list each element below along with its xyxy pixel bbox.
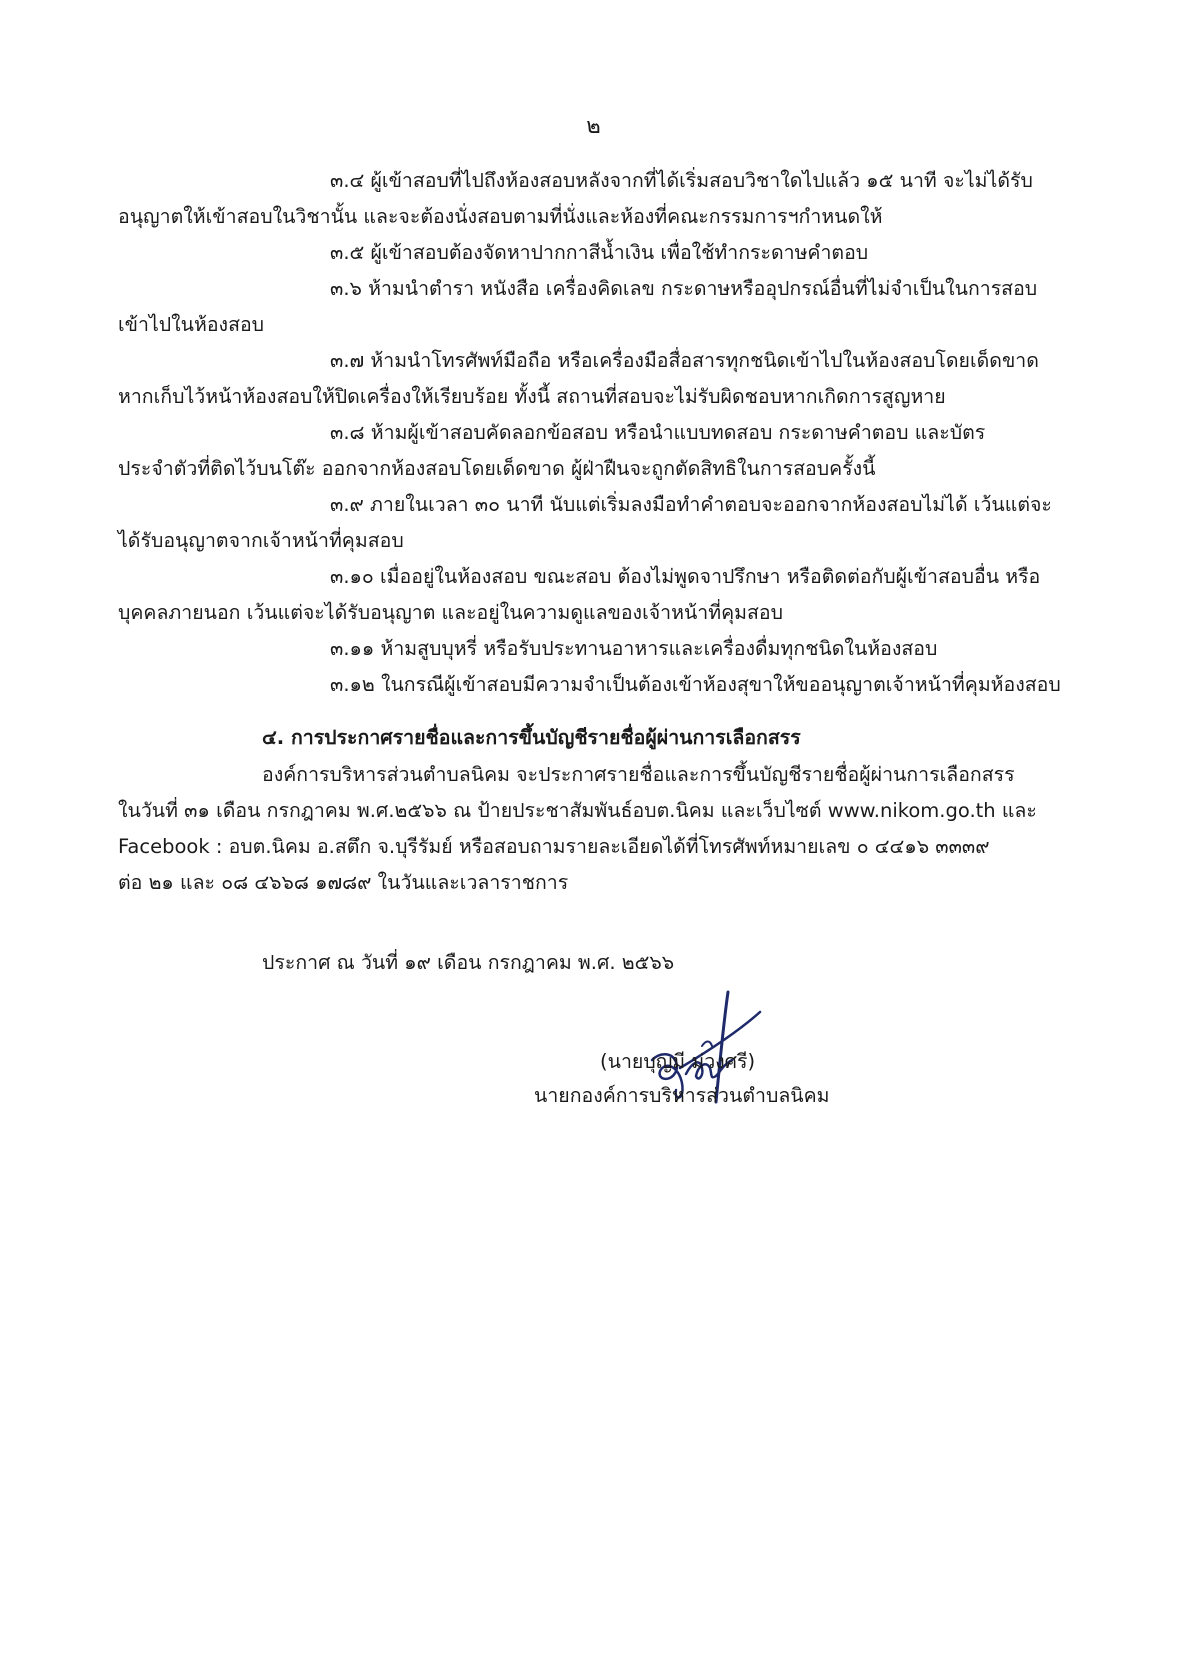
rule-3-12: ๓.๑๒ ในกรณีผู้เข้าสอบมีความจำเป็นต้องเข้าห้องสุขาให้ขออนุญาตเจ้าหน้าที่คุมห้องสอบ: [330, 673, 1061, 696]
rule-3-4-line-2: อนุญาตให้เข้าสอบในวิชานั้น และจะต้องนั่งสอบตามที่นั่งและห้องที่คณะกรรมการฯกำหนดให้: [118, 205, 883, 228]
rule-3-10-line-1: ๓.๑๐ เมื่ออยู่ในห้องสอบ ขณะสอบ ต้องไม่พูดจาปรึกษา หรือติดต่อกับผู้เข้าสอบอื่น หรือ: [330, 565, 1041, 588]
section-4-line-3: Facebook : อบต.นิคม อ.สตึก จ.บุรีรัมย์ หรือสอบถามรายละเอียดได้ที่โทรศัพท์หมายเลข ๐ ๔๔๑๖ ๓๓๓๙: [118, 835, 990, 858]
rule-3-4-line-1: ๓.๔ ผู้เข้าสอบที่ไปถึงห้องสอบหลังจากที่ได้เริ่มสอบวิชาใดไปแล้ว ๑๕ นาที จะไม่ได้รับ: [330, 169, 1033, 192]
section-4-line-4: ต่อ ๒๑ และ ๐๘ ๔๖๖๘ ๑๗๘๙ ในวันและเวลาราชการ: [118, 871, 569, 894]
rule-3-6-line-2: เข้าไปในห้องสอบ: [118, 313, 265, 336]
section-4-line-2: ในวันที่ ๓๑ เดือน กรกฎาคม พ.ศ.๒๕๖๖ ณ ป้ายประชาสัมพันธ์อบต.นิคม และเว็บไซต์ www.nikom.go.th และ: [118, 799, 1037, 822]
signer-name: (นายบุญมี ม่วงศรี): [600, 1050, 756, 1073]
rule-3-10-line-2: บุคคลภายนอก เว้นแต่จะได้รับอนุญาต และอยู่ในความดูแลของเจ้าหน้าที่คุมสอบ: [118, 601, 783, 624]
rule-3-7-line-2: หากเก็บไว้หน้าห้องสอบให้ปิดเครื่องให้เรียบร้อย ทั้งนี้ สถานที่สอบจะไม่รับผิดชอบหากเกิดการสูญหาย: [118, 385, 946, 408]
rule-3-9-line-1: ๓.๙ ภายในเวลา ๓๐ นาที นับแต่เริ่มลงมือทำคำตอบจะออกจากห้องสอบไม่ได้ เว้นแต่จะ: [330, 493, 1052, 516]
rule-3-6-line-1: ๓.๖ ห้ามนำตำรา หนังสือ เครื่องคิดเลข กระดาษหรืออุปกรณ์อื่นที่ไม่จำเป็นในการสอบ: [330, 277, 1038, 300]
section-4-line-1: องค์การบริหารส่วนตำบลนิคม จะประกาศรายชื่อและการขึ้นบัญชีรายชื่อผู้ผ่านการเลือกสรร: [262, 763, 1015, 786]
rule-3-5: ๓.๕ ผู้เข้าสอบต้องจัดหาปากกาสีน้ำเงิน เพื่อใช้ทำกระดาษคำตอบ: [330, 241, 869, 264]
rule-3-8-line-1: ๓.๘ ห้ามผู้เข้าสอบคัดลอกข้อสอบ หรือนำแบบทดสอบ กระดาษคำตอบ และบัตร: [330, 421, 986, 444]
rule-3-7-line-1: ๓.๗ ห้ามนำโทรศัพท์มือถือ หรือเครื่องมือสื่อสารทุกชนิดเข้าไปในห้องสอบโดยเด็ดขาด: [330, 349, 1039, 372]
section-4-heading: ๔. การประกาศรายชื่อและการขึ้นบัญชีรายชื่อผู้ผ่านการเลือกสรร: [262, 726, 801, 749]
page-number: ๒: [586, 114, 601, 139]
signer-title: นายกองค์การบริหารส่วนตำบลนิคม: [534, 1084, 830, 1107]
rule-3-8-line-2: ประจำตัวที่ติดไว้บนโต๊ะ ออกจากห้องสอบโดยเด็ดขาด ผู้ฝ่าฝืนจะถูกตัดสิทธิในการสอบครั้งนี้: [118, 457, 876, 480]
rule-3-11: ๓.๑๑ ห้ามสูบบุหรี่ หรือรับประทานอาหารและเครื่องดื่มทุกชนิดในห้องสอบ: [330, 637, 938, 660]
rule-3-9-line-2: ได้รับอนุญาตจากเจ้าหน้าที่คุมสอบ: [118, 529, 404, 552]
announcement-date: ประกาศ ณ วันที่ ๑๙ เดือน กรกฎาคม พ.ศ. ๒๕๖๖: [262, 951, 675, 974]
